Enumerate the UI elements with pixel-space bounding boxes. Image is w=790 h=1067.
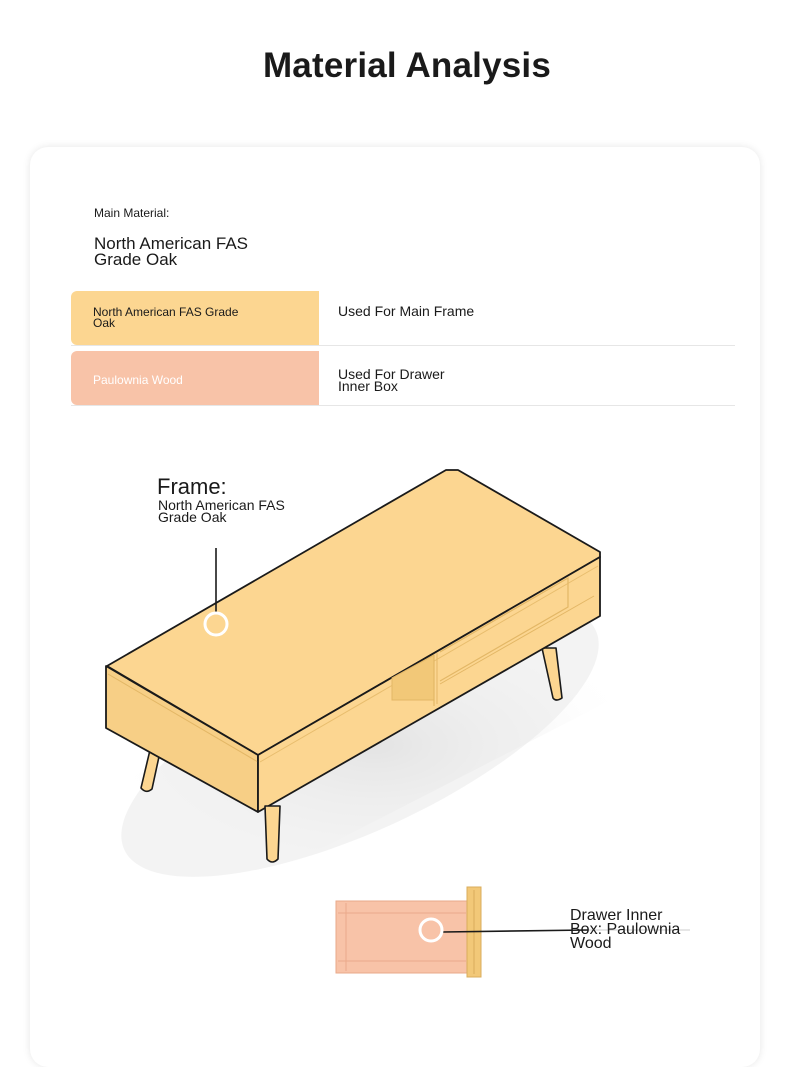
main-material-label: Main Material: [94, 206, 170, 220]
main-material-value: North American FAS Grade Oak [94, 234, 249, 269]
material-name: North American FAS Grade Oak [93, 305, 239, 330]
material-use: Used For Main Frame [338, 303, 475, 319]
leg-front-center [265, 806, 280, 862]
material-name: Paulownia Wood [93, 373, 183, 387]
page-title: Material Analysis [262, 46, 552, 85]
drawer-callout-label: Drawer Inner Box: Paulownia Wood [570, 907, 681, 952]
drawer-inner-box [336, 901, 468, 973]
frame-callout-material: North American FAS Grade Oak [158, 497, 285, 525]
material-use: Used For Drawer Inner Box [338, 366, 445, 394]
frame-callout-title: Frame: [157, 474, 227, 499]
